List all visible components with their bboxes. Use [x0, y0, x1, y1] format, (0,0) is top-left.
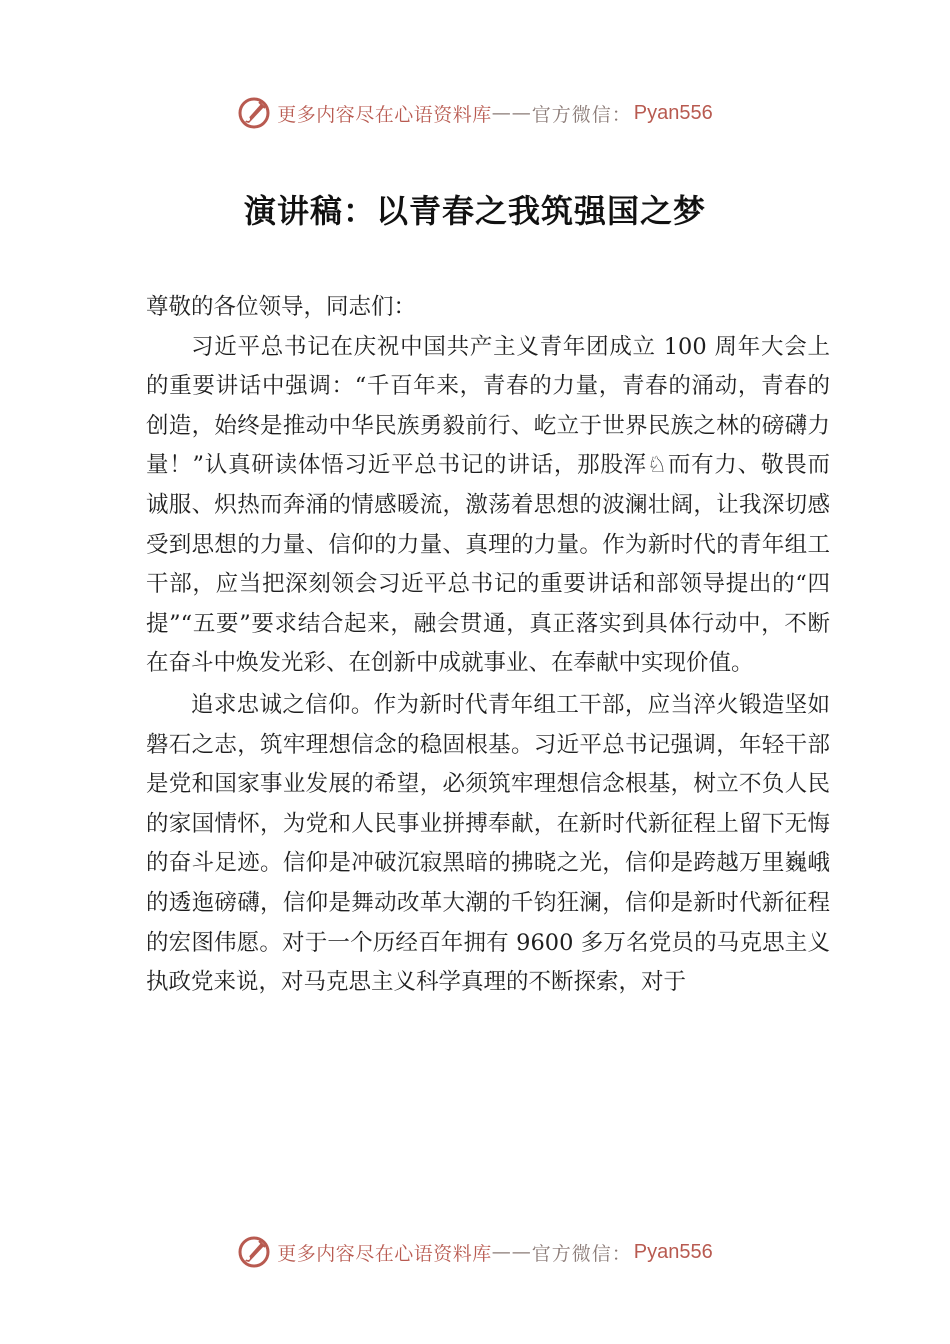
header-banner — [0, 93, 950, 133]
document-body — [146, 288, 830, 1003]
document-title: 演讲稿：以青春之我筑强国之梦 — [243, 192, 706, 230]
paragraph-1: 习近平总书记在庆祝中国共产主义青年团成立 100 周年大会上的重要讲话中强调：“千百年来，青春的力量，青春的涌动，青春的创造，始终是推动中华民族勇毅前行、屹立于世界民族之林的磅礴力量！”认真研读体悟习近平总书记的讲话，那股浑♘而有力、敬畏而诚服、炽热而奔涌的情感暖流，激荡着思想的波澜壮阔，让我深切感受到思想的力量、信仰的力量、真理的力量。作为新时代的青年组工干部，应当把深刻领会习近平总书记的重要讲话和部领导提出的“四提”“五要”要求结合起来，融会贯通，真正落实到具体行动中，不断在奋斗中焕发光彩、在创新中成就事业、在奉献中实现价值。 — [146, 333, 830, 677]
footer-banner — [0, 1232, 950, 1272]
footer-wechat-label: 官方微信： — [531, 1242, 632, 1265]
footer-wechat-id: Pyan556 — [633, 1240, 713, 1263]
header-brand-text: 更多内容尽在心语资料库 — [277, 103, 492, 126]
header-wechat-label: 官方微信： — [531, 103, 632, 126]
quill-pen-circle-icon — [237, 1235, 271, 1269]
footer-brand-text: 更多内容尽在心语资料库 — [277, 1242, 492, 1265]
header-wechat-id: Pyan556 — [633, 101, 713, 124]
header-separator: —— — [491, 102, 532, 124]
paragraph-2: 追求忠诚之信仰。作为新时代青年组工干部，应当淬火锻造坚如磐石之志，筑牢理想信念的稳固根基。习近平总书记强调，年轻干部是党和国家事业发展的希望，必须筑牢理想信念根基，树立不负人民的家国情怀，为党和人民事业拼搏奉献，在新时代新征程上留下无悔的奋斗足迹。信仰是冲破沉寂黑暗的拂晓之光，信仰是跨越万里巍峨的透迤磅礴，信仰是舞动改革大潮的千钧狂澜，信仰是新时代新征程的宏图伟愿。对于一个历经百年拥有 9600 多万名党员的马克思主义执政党来说，对马克思主义科学真理的不断探索，对于 — [146, 691, 830, 996]
footer-separator: —— — [491, 1241, 532, 1263]
quill-pen-circle-icon — [237, 96, 271, 130]
salutation: 尊敬的各位领导，同志们： — [146, 294, 417, 320]
